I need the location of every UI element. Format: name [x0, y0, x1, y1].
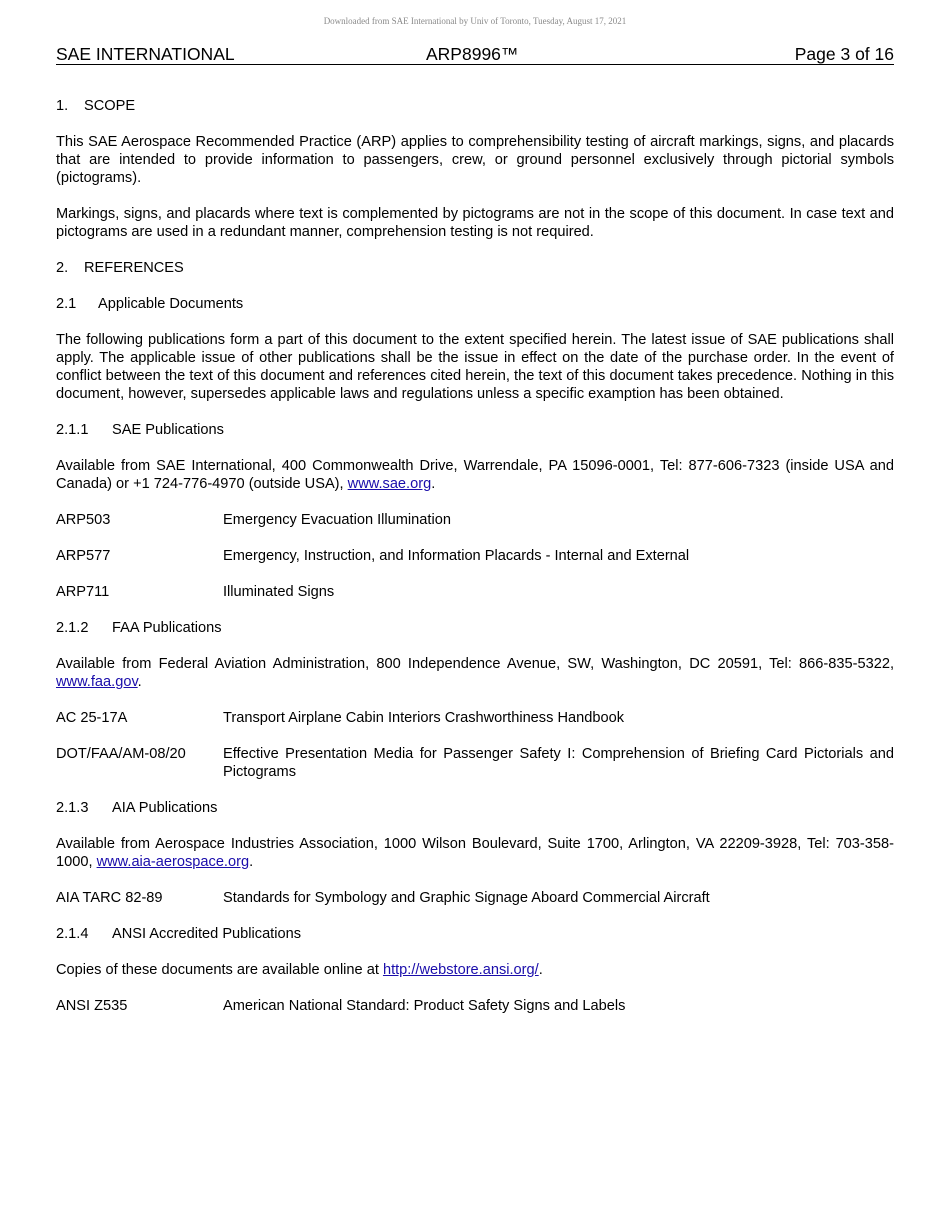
- section-number: 2.1: [56, 296, 77, 312]
- section-title: AIA Publications: [112, 800, 218, 816]
- reference-entry: [56, 547, 894, 565]
- faa-website-link[interactable]: www.faa.gov: [56, 674, 138, 690]
- reference-title: Emergency, Instruction, and Information Placards - Internal and External: [223, 548, 690, 564]
- subsection-applicable-heading: [56, 295, 894, 313]
- reference-title: Illuminated Signs: [223, 584, 335, 600]
- reference-entry: [56, 511, 894, 529]
- section-number: 2.1.1: [56, 422, 89, 438]
- reference-entry: [56, 889, 894, 907]
- section-number: 1.: [56, 98, 69, 114]
- header-page-number: Page 3 of 16: [794, 44, 894, 64]
- reference-entry: [56, 745, 894, 781]
- reference-code: ARP577: [56, 548, 111, 564]
- punctuation: .: [431, 476, 436, 492]
- scope-paragraph-2: Markings, signs, and placards where text is complemented by pictograms are not in the scope of this document. In case text and pictograms are used in a redundant manner, comprehension testing is not required.: [56, 206, 894, 240]
- subsection-sae-heading: [56, 421, 894, 439]
- reference-code: AC 25-17A: [56, 710, 128, 726]
- section-title: ANSI Accredited Publications: [112, 926, 302, 942]
- page-header: [56, 44, 894, 65]
- reference-title: Effective Presentation Media for Passenger Safety I: Comprehension of Briefing Card Pictorials and Pictograms: [223, 746, 894, 780]
- applicable-paragraph: The following publications form a part of this document to the extent specified herein. The latest issue of SAE publications shall apply. The applicable issue of other publications shall be the issue in effect on the date of the purchase order. In the event of conflict between the text of this document and references cited herein, the text of this document takes precedence. Nothing in this document, however, supersedes applicable laws and regulations unless a specific examption has been obtained.: [56, 332, 894, 402]
- ansi-webstore-link[interactable]: http://webstore.ansi.org/: [382, 962, 539, 978]
- reference-title: Transport Airplane Cabin Interiors Crashworthiness Handbook: [223, 710, 624, 726]
- subsection-faa-heading: [56, 619, 894, 637]
- section-title: FAA Publications: [112, 620, 222, 636]
- availability-text: Available from Aerospace Industries Association, 1000 Wilson Boulevard, Suite 1700, Arlington, VA 22209-3928, Tel: 703-358-1000,: [56, 836, 894, 870]
- section-number: 2.: [56, 260, 69, 276]
- reference-entry: [56, 709, 894, 727]
- subsection-ansi-heading: [56, 925, 894, 943]
- scope-paragraph-1: This SAE Aerospace Recommended Practice (ARP) applies to comprehensibility testing of aircraft markings, signs, and placards that are intended to provide information to passengers, crew, or ground personnel exclusively through pictorial symbols (pictograms).: [56, 134, 894, 186]
- section-number: 2.1.3: [56, 800, 89, 816]
- reference-code: ANSI Z535: [56, 998, 128, 1014]
- availability-text: Copies of these documents are available online at: [56, 962, 383, 978]
- header-organization: SAE INTERNATIONAL: [56, 44, 235, 64]
- reference-entry: [56, 997, 894, 1015]
- reference-entry: [56, 583, 894, 601]
- section-number: 2.1.2: [56, 620, 89, 636]
- header-document-number: ARP8996™: [426, 44, 519, 64]
- aia-availability-paragraph: [56, 835, 894, 871]
- section-scope-heading: [56, 97, 894, 115]
- availability-text: Available from Federal Aviation Administration, 800 Independence Avenue, SW, Washington, DC 20591, Tel: 866-835-5322,: [56, 656, 894, 672]
- punctuation: .: [249, 854, 254, 870]
- availability-text: Available from SAE International, 400 Commonwealth Drive, Warrendale, PA 15096-0001, Tel: 877-606-7323 (inside USA and Canada) or +1 724-776-4970 (outside USA),: [56, 458, 894, 492]
- document-body: [56, 97, 894, 1015]
- faa-availability-paragraph: [56, 655, 894, 691]
- reference-title: American National Standard: Product Safety Signs and Labels: [223, 998, 626, 1014]
- sae-website-link[interactable]: www.sae.org: [347, 476, 432, 492]
- section-references-heading: [56, 259, 894, 277]
- subsection-aia-heading: [56, 799, 894, 817]
- download-watermark: Downloaded from SAE International by Univ of Toronto, Tuesday, August 17, 2021: [323, 16, 627, 26]
- reference-title: Emergency Evacuation Illumination: [223, 512, 451, 528]
- reference-title: Standards for Symbology and Graphic Signage Aboard Commercial Aircraft: [223, 890, 710, 906]
- aia-website-link[interactable]: www.aia-aerospace.org: [96, 854, 250, 870]
- punctuation: .: [538, 962, 543, 978]
- punctuation: .: [137, 674, 142, 690]
- reference-code: ARP503: [56, 512, 111, 528]
- section-title: SAE Publications: [112, 422, 224, 438]
- ansi-availability-paragraph: [56, 961, 894, 979]
- reference-code: AIA TARC 82-89: [56, 890, 163, 906]
- section-title: Applicable Documents: [98, 296, 244, 312]
- reference-code: ARP711: [56, 584, 110, 600]
- reference-code: DOT/FAA/AM-08/20: [56, 746, 186, 762]
- section-title: REFERENCES: [84, 260, 184, 276]
- sae-availability-paragraph: [56, 457, 894, 493]
- section-title: SCOPE: [84, 98, 136, 114]
- section-number: 2.1.4: [56, 926, 89, 942]
